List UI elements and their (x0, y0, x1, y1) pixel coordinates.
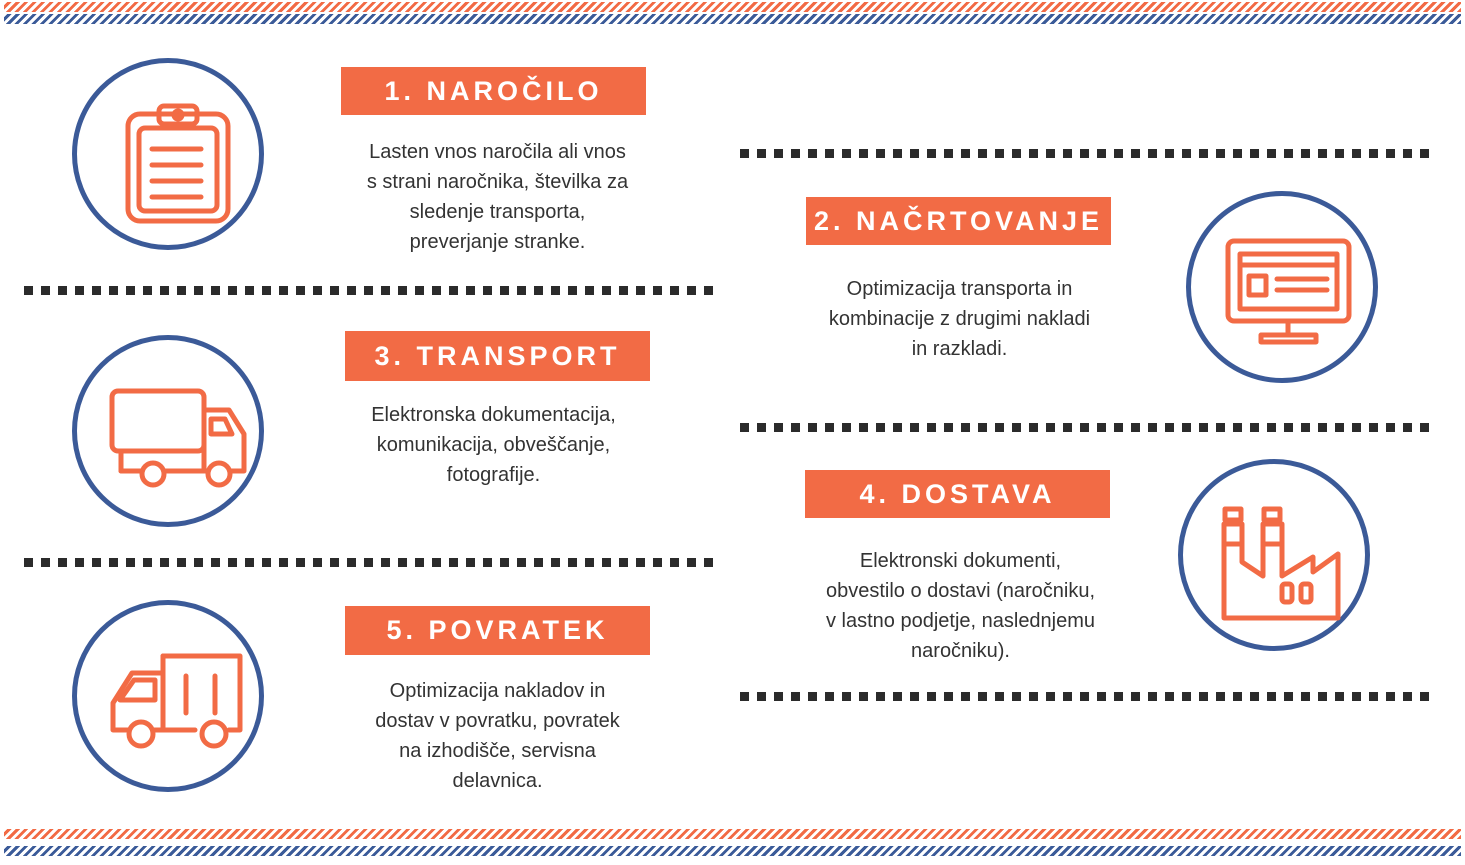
desc-line: dostav v povratku, povratek (375, 710, 620, 732)
separator-left-1 (24, 286, 721, 295)
step-5-circle (72, 600, 264, 792)
step-3-title: 3. TRANSPORT (345, 331, 650, 381)
desc-line: komunikacija, obveščanje, (376, 434, 611, 456)
clipboard-icon (77, 63, 259, 245)
desc-line: s strani naročnika, številka za (366, 171, 629, 193)
top-stripe-blue (4, 14, 1461, 24)
step-4-circle (1178, 459, 1370, 651)
desc-line: Optimizacija nakladov in (389, 680, 606, 702)
step-2-description (782, 274, 1137, 364)
step-1-circle (72, 58, 264, 250)
desc-line: kombinacije z drugimi nakladi (828, 308, 1091, 330)
desc-line: naročniku). (911, 640, 1010, 662)
factory-icon (1183, 464, 1365, 646)
desc-line: v lastno podjetje, naslednjemu (825, 610, 1096, 632)
bottom-stripe-blue (4, 846, 1461, 856)
desc-line: in razkladi. (911, 338, 1008, 360)
desc-line: Elektronska dokumentacija, (371, 404, 616, 426)
desc-line: Optimizacija transporta in (846, 278, 1073, 300)
separator-right-2 (740, 423, 1437, 432)
step-5-title: 5. POVRATEK (345, 606, 650, 655)
desc-line: Elektronski dokumenti, (859, 550, 1062, 572)
desc-line: na izhodišče, servisna (399, 740, 596, 762)
step-1-description (320, 137, 675, 257)
desc-line: obvestilo o dostavi (naročniku, (825, 580, 1096, 602)
step-5-description (320, 676, 675, 796)
van-icon (77, 605, 259, 787)
step-3-circle (72, 335, 264, 527)
desc-line: Lasten vnos naročila ali vnos (369, 141, 626, 163)
desc-line: delavnica. (452, 770, 543, 792)
top-stripe-orange (4, 2, 1461, 12)
truck-icon (77, 340, 259, 522)
separator-right-1 (740, 149, 1437, 158)
step-1-title: 1. NAROČILO (341, 67, 646, 115)
step-2-circle (1186, 191, 1378, 383)
monitor-icon (1191, 196, 1373, 378)
desc-line: preverjanje stranke. (409, 231, 586, 253)
step-4-title: 4. DOSTAVA (805, 470, 1110, 518)
separator-left-2 (24, 558, 721, 567)
bottom-stripe-orange (4, 829, 1461, 839)
step-2-title: 2. NAČRTOVANJE (806, 197, 1111, 245)
desc-line: fotografije. (446, 464, 541, 486)
step-4-description (783, 546, 1138, 666)
separator-right-3 (740, 692, 1437, 701)
desc-line: sledenje transporta, (409, 201, 586, 223)
step-3-description (316, 400, 671, 490)
